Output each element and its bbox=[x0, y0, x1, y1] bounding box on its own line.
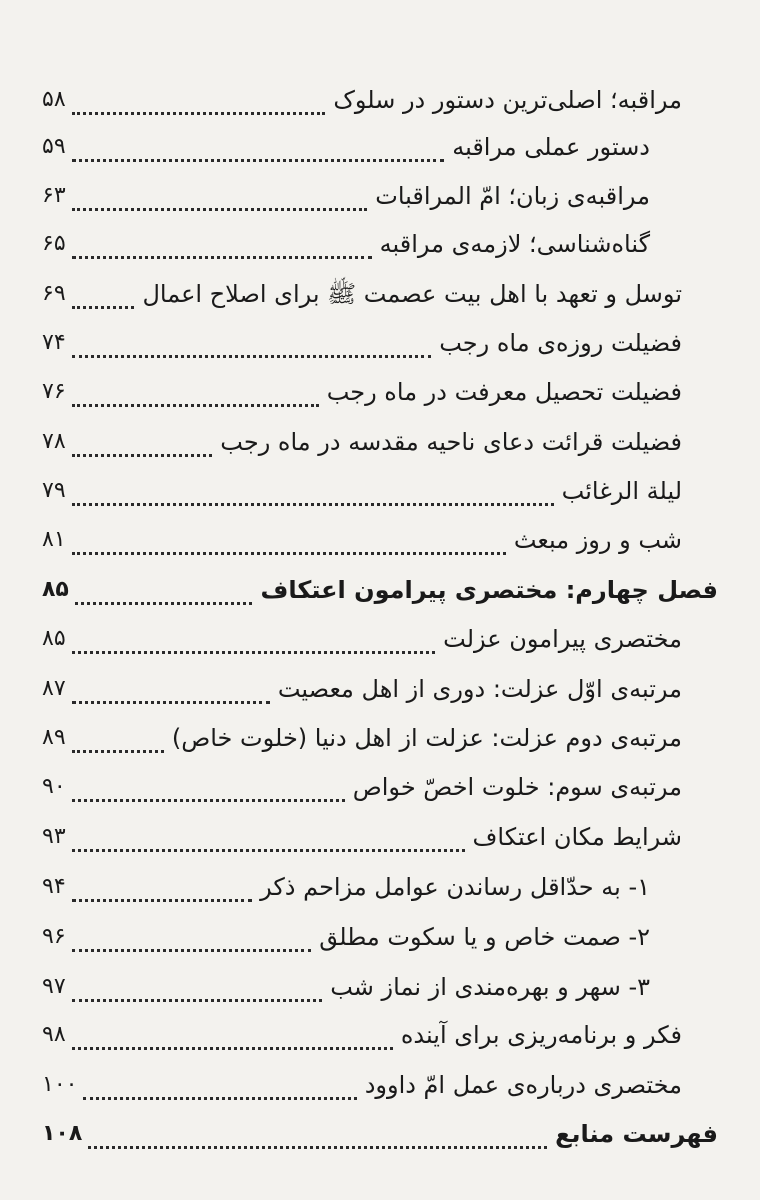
toc-entry-title: فضیلت روزه‌ی ماه رجب bbox=[431, 319, 682, 367]
dot-leader bbox=[72, 467, 554, 515]
toc-entry-page: ۸۱ bbox=[42, 516, 72, 564]
toc-entry-page: ۸۵ bbox=[42, 615, 72, 663]
toc-entry-7 bbox=[42, 368, 682, 416]
toc-entry-title: مرتبه‌ی سوم: خلوت اخصّ خواص bbox=[345, 763, 682, 811]
toc-entry-2 bbox=[42, 123, 650, 171]
toc-entry-3 bbox=[42, 172, 650, 220]
toc-entry-20 bbox=[42, 1011, 682, 1059]
toc-entry-21 bbox=[42, 1061, 682, 1109]
toc-entry-title: فکر و برنامه‌ریزی برای آینده bbox=[393, 1011, 682, 1059]
toc-entry-title: ۳- سهر و بهره‌مندی از نماز شب bbox=[322, 963, 650, 1011]
toc-entry-title: شب و روز مبعث bbox=[506, 516, 682, 564]
toc-entry-page: ۹۰ bbox=[42, 763, 72, 811]
toc-entry-16 bbox=[42, 813, 682, 861]
toc-entry-page: ۷۶ bbox=[42, 368, 72, 416]
toc-entry-17 bbox=[42, 863, 650, 911]
dot-leader bbox=[72, 714, 164, 762]
toc-entry-14 bbox=[42, 714, 682, 762]
toc-entry-title: مرتبه‌ی اوّل عزلت: دوری از اهل معصیت bbox=[270, 665, 682, 713]
toc-entry-1 bbox=[42, 76, 682, 124]
toc-entry-title: شرایط مکان اعتکاف bbox=[465, 813, 682, 861]
toc-entry-9 bbox=[42, 467, 682, 515]
dot-leader bbox=[72, 813, 465, 861]
toc-entry-page: ۹۸ bbox=[42, 1011, 72, 1059]
toc-entry-title: مرتبه‌ی دوم عزلت: عزلت از اهل دنیا (خلوت خاص) bbox=[164, 714, 682, 762]
dot-leader bbox=[72, 319, 432, 367]
dot-leader bbox=[88, 1110, 547, 1158]
toc-entry-13 bbox=[42, 665, 682, 713]
toc-entry-page: ۹۶ bbox=[42, 913, 72, 961]
toc-entry-title: لیلة الرغائب bbox=[554, 467, 682, 515]
toc-entry-page: ۶۹ bbox=[42, 270, 72, 318]
dot-leader bbox=[72, 1011, 393, 1059]
dot-leader bbox=[72, 172, 368, 220]
toc-entry-18 bbox=[42, 913, 650, 961]
dot-leader bbox=[72, 615, 436, 663]
toc-entry-19 bbox=[42, 963, 650, 1011]
toc-entry-12 bbox=[42, 615, 682, 663]
dot-leader bbox=[72, 270, 135, 318]
toc-entry-title: توسل و تعهد با اهل بیت عصمت ﷺ برای اصلاح اعمال bbox=[134, 270, 682, 318]
dot-leader bbox=[72, 220, 372, 268]
toc-entry-10 bbox=[42, 516, 682, 564]
toc-entry-title: گناه‌شناسی؛ لازمه‌ی مراقبه bbox=[372, 220, 650, 268]
toc-entry-title: مختصری درباره‌ی عمل امّ داوود bbox=[357, 1061, 682, 1109]
dot-leader bbox=[72, 76, 326, 124]
toc-entry-title: مختصری پیرامون عزلت bbox=[435, 615, 682, 663]
toc-entry-page: ۱۰۸ bbox=[42, 1110, 88, 1158]
dot-leader bbox=[72, 763, 345, 811]
toc-entry-title: فهرست منابع bbox=[547, 1110, 718, 1158]
toc-entry-sources bbox=[42, 1110, 718, 1158]
toc-entry-page: ۸۷ bbox=[42, 665, 72, 713]
toc-entry-page: ۶۳ bbox=[42, 172, 72, 220]
toc-entry-page: ۹۷ bbox=[42, 963, 72, 1011]
toc-entry-8 bbox=[42, 418, 682, 466]
dot-leader bbox=[72, 913, 312, 961]
toc-entry-page: ۷۹ bbox=[42, 467, 72, 515]
toc-entry-page: ۹۳ bbox=[42, 813, 72, 861]
toc-entry-page: ۱۰۰ bbox=[42, 1061, 83, 1109]
toc-entry-title: فصل چهارم: مختصری پیرامون اعتکاف bbox=[252, 566, 718, 614]
dot-leader bbox=[83, 1061, 356, 1109]
toc-entry-page: ۵۸ bbox=[42, 76, 72, 124]
toc-entry-4 bbox=[42, 220, 650, 268]
toc-entry-title: ۲- صمت خاص و یا سکوت مطلق bbox=[311, 913, 650, 961]
dot-leader bbox=[72, 963, 323, 1011]
dot-leader bbox=[72, 123, 445, 171]
toc-entry-title: دستور عملی مراقبه bbox=[444, 123, 650, 171]
toc-entry-page: ۶۵ bbox=[42, 220, 72, 268]
toc-entry-title: ۱- به حدّاقل رساندن عوامل مزاحم ذکر bbox=[252, 863, 650, 911]
dot-leader bbox=[75, 566, 253, 614]
toc-entry-title: مراقبه‌ی زبان؛ امّ المراقبات bbox=[367, 172, 650, 220]
toc-entry-6 bbox=[42, 319, 682, 367]
toc-entry-page: ۸۹ bbox=[42, 714, 72, 762]
dot-leader bbox=[72, 418, 213, 466]
toc-entry-page: ۷۸ bbox=[42, 418, 72, 466]
toc-entry-5 bbox=[42, 270, 682, 318]
toc-entry-15 bbox=[42, 763, 682, 811]
dot-leader bbox=[72, 863, 252, 911]
toc-entry-page: ۷۴ bbox=[42, 319, 72, 367]
toc-entry-title: مراقبه؛ اصلی‌ترین دستور در سلوک bbox=[325, 76, 682, 124]
toc-entry-title: فضیلت تحصیل معرفت در ماه رجب bbox=[319, 368, 682, 416]
dot-leader bbox=[72, 516, 506, 564]
dot-leader bbox=[72, 368, 319, 416]
dot-leader bbox=[72, 665, 270, 713]
toc-entry-page: ۵۹ bbox=[42, 123, 72, 171]
toc-entry-title: فضیلت قرائت دعای ناحیه مقدسه در ماه رجب bbox=[212, 418, 682, 466]
toc-entry-page: ۹۴ bbox=[42, 863, 72, 911]
toc-entry-chapter-4 bbox=[42, 566, 718, 614]
toc-entry-page: ۸۵ bbox=[42, 566, 75, 614]
